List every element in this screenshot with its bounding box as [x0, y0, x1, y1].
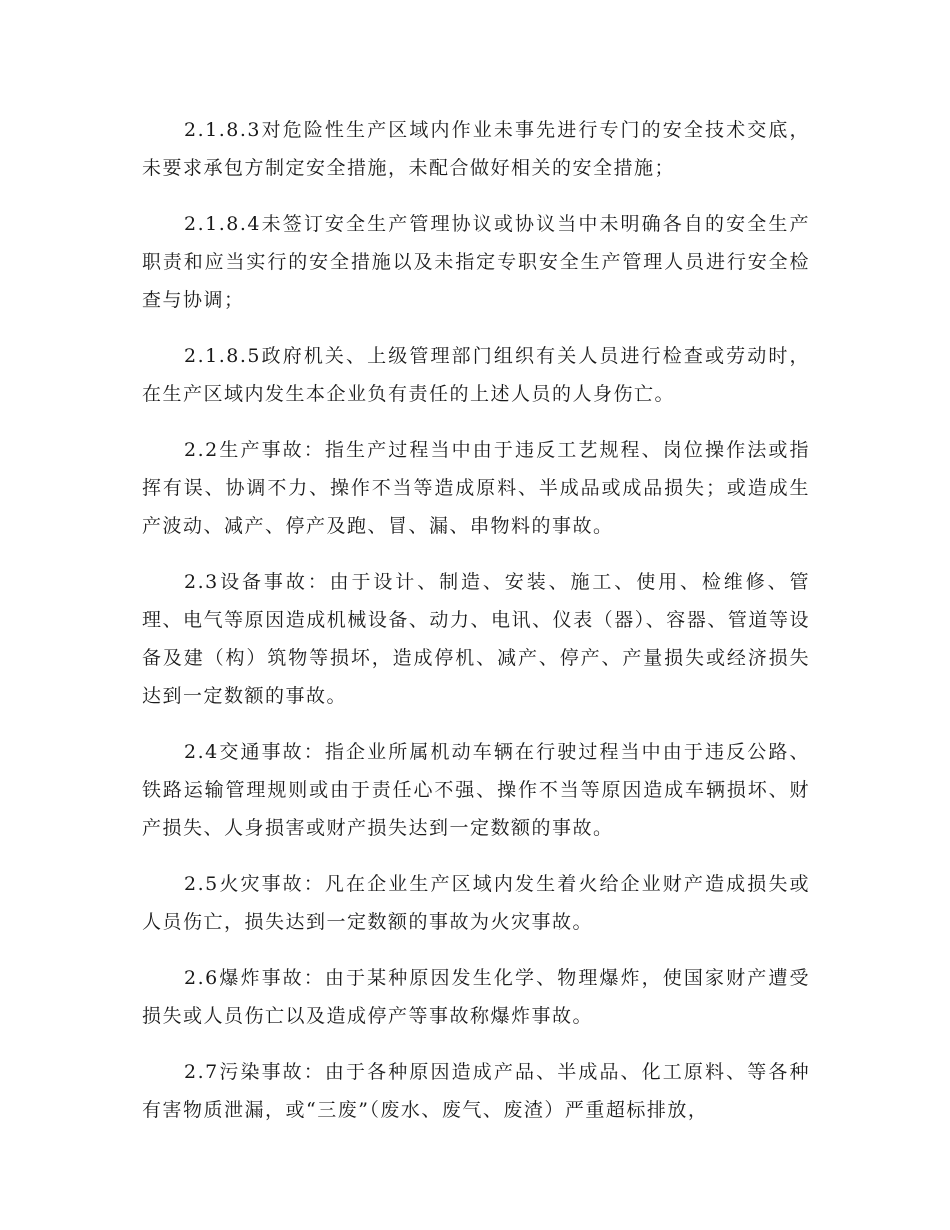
document-body [142, 111, 810, 1147]
paragraph-fire-accident: 2.5火灾事故：凡在企业生产区域内发生着火给企业财产造成损失或人员伤亡，损失达到一定数额的事故为火灾事故。 [142, 873, 810, 933]
paragraph-2-1-8-3: 2.1.8.3对危险性生产区域内作业未事先进行专门的安全技术交底，未要求承包方制定安全措施，未配合做好相关的安全措施； [142, 119, 810, 179]
paragraph-2-1-8-4: 2.1.8.4未签订安全生产管理协议或协议当中未明确各自的安全生产职责和应当实行的安全措施以及未指定专职安全生产管理人员进行安全检查与协调； [142, 213, 810, 311]
paragraph-explosion-accident: 2.6爆炸事故：由于某种原因发生化学、物理爆炸，使国家财产遭受损失或人员伤亡以及造成停产等事故称爆炸事故。 [142, 967, 810, 1027]
paragraph-2-1-8-5: 2.1.8.5政府机关、上级管理部门组织有关人员进行检查或劳动时，在生产区域内发生本企业负有责任的上述人员的人身伤亡。 [142, 345, 810, 405]
paragraph-pollution-accident: 2.7污染事故：由于各种原因造成产品、半成品、化工原料、等各种有害物质泄漏，或“三废”（废水、废气、废渣）严重超标排放， [142, 1061, 810, 1121]
paragraph-traffic-accident: 2.4交通事故：指企业所属机动车辆在行驶过程当中由于违反公路、铁路运输管理规则或由于责任心不强、操作不当等原因造成车辆损坏、财产损失、人身损害或财产损失达到一定数额的事故。 [142, 741, 810, 839]
paragraph-production-accident: 2.2生产事故：指生产过程当中由于违反工艺规程、岗位操作法或指挥有误、协调不力、操作不当等造成原料、半成品或成品损失；或造成生产波动、减产、停产及跑、冒、漏、串物料的事故。 [142, 439, 810, 537]
paragraph-equipment-accident: 2.3设备事故：由于设计、制造、安装、施工、使用、检维修、管理、电气等原因造成机械设备、动力、电讯、仪表（器）、容器、管道等设备及建（构）筑物等损坏，造成停机、减产、停产、产量损失或经济损失达到一定数额的事故。 [142, 571, 810, 707]
